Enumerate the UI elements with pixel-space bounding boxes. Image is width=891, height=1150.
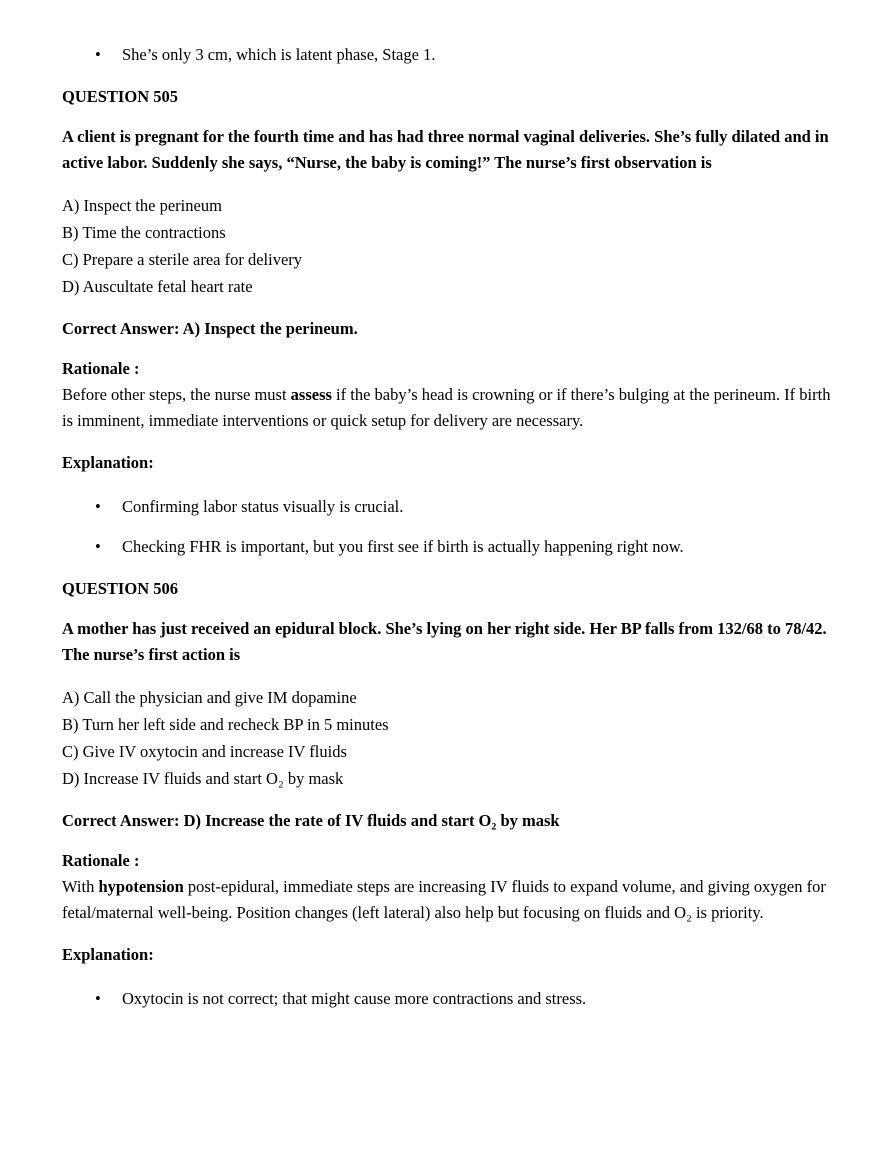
question-505-heading: QUESTION 505: [62, 87, 178, 106]
rationale-text-pre: With: [62, 877, 99, 896]
bullet-icon: [95, 494, 122, 520]
option-a: A) Inspect the perineum: [62, 196, 222, 215]
question-505-rationale: [62, 356, 833, 434]
bullet-icon: [95, 42, 122, 68]
question-506-options: [62, 684, 833, 792]
list-item: [62, 986, 833, 1012]
intro-list-item: [62, 42, 833, 68]
option-c: C) Give IV oxytocin and increase IV fluids: [62, 742, 347, 761]
list-item: [62, 534, 833, 560]
question-506-correct-answer: Correct Answer: D) Increase the rate of IV fluids and start O₂ by mask: [62, 811, 560, 830]
question-506-stem: A mother has just received an epidural block. She’s lying on her right side. Her BP falls from 132/68 to 78/42. The nurse’s first action is: [62, 619, 827, 664]
option-a: A) Call the physician and give IM dopamine: [62, 688, 357, 707]
option-d: D) Increase IV fluids and start O₂ by mask: [62, 769, 344, 788]
question-505-options: [62, 192, 833, 300]
option-b: B) Turn her left side and recheck BP in 5 minutes: [62, 715, 389, 734]
explanation-bullet-text: Oxytocin is not correct; that might cause more contractions and stress.: [122, 989, 587, 1008]
rationale-text: [62, 382, 833, 434]
list-item: [62, 494, 833, 520]
rationale-text-post: post-epidural, immediate steps are increasing IV fluids to expand volume, and giving oxygen for fetal/maternal well-being. Position changes (left lateral) also help but focusing on fluids and O₂ is priority.: [62, 877, 826, 922]
rationale-text-pre: Before other steps, the nurse must: [62, 385, 291, 404]
option-d: D) Auscultate fetal heart rate: [62, 277, 253, 296]
rationale-text-post: if the baby’s head is crowning or if there’s bulging at the perineum. If birth is imminent, immediate interventions or quick setup for delivery are necessary.: [62, 385, 831, 430]
question-506-explanation-bullets: [62, 986, 833, 1012]
question-505-correct-answer: Correct Answer: A) Inspect the perineum.: [62, 319, 358, 338]
explanation-bullet-text: Confirming labor status visually is crucial.: [122, 497, 404, 516]
rationale-label: Rationale :: [62, 359, 140, 378]
question-506-rationale: [62, 848, 833, 926]
option-c: C) Prepare a sterile area for delivery: [62, 250, 303, 269]
rationale-text: [62, 874, 833, 926]
intro-bullet-text: She’s only 3 cm, which is latent phase, Stage 1.: [122, 45, 436, 64]
question-505-explanation-label: Explanation:: [62, 453, 154, 472]
bullet-icon: [95, 986, 122, 1012]
bullet-icon: [95, 534, 122, 560]
question-506-explanation-label: Explanation:: [62, 945, 154, 964]
rationale-label: Rationale :: [62, 851, 140, 870]
question-506-heading: QUESTION 506: [62, 579, 178, 598]
question-505-explanation-bullets: [62, 494, 833, 560]
explanation-bullet-text: Checking FHR is important, but you first see if birth is actually happening right now.: [122, 537, 684, 556]
option-b: B) Time the contractions: [62, 223, 226, 242]
question-505-stem: A client is pregnant for the fourth time and has had three normal vaginal deliveries. She’s fully dilated and in active labor. Suddenly she says, “Nurse, the baby is coming!” The nurse’s first observation is: [62, 127, 829, 172]
rationale-text-bold: assess: [290, 385, 332, 404]
rationale-text-bold: hypotension: [98, 877, 184, 896]
